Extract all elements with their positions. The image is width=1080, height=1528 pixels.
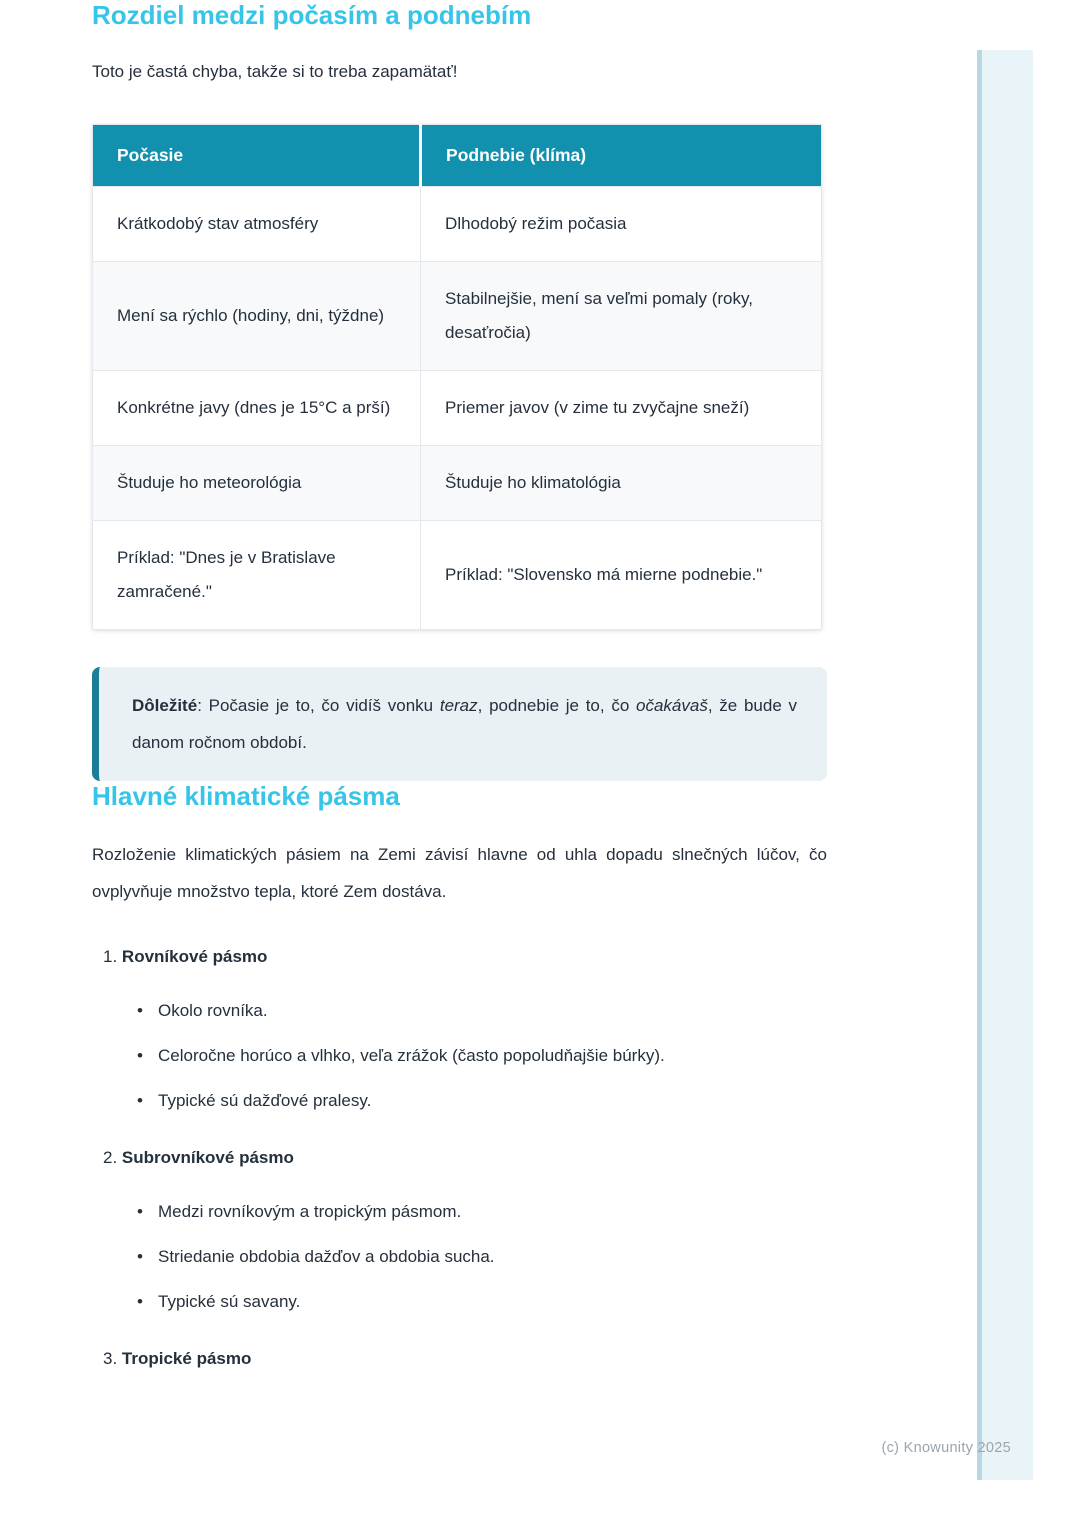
bullet-dot-icon: • — [137, 1247, 143, 1266]
climate-zone-bullet — [137, 1198, 827, 1225]
climate-zone-name: Rovníkové pásmo — [121, 947, 268, 966]
climate-zone-bullet — [137, 1288, 827, 1315]
climate-zone-bullet — [137, 1243, 827, 1270]
table-header-row — [93, 125, 822, 187]
table-cell: Dlhodobý režim počasia — [421, 187, 822, 262]
note-text-segment: teraz — [439, 696, 478, 715]
page-content — [92, 0, 827, 1372]
note-text-segment: Dôležité — [132, 696, 198, 715]
bullet-dot-icon: • — [137, 1001, 143, 1020]
table-cell: Príklad: "Dnes je v Bratislave zamračené." — [93, 521, 421, 630]
climate-zone-heading — [103, 1346, 827, 1372]
climate-zone-bullet-list — [92, 1198, 827, 1315]
table-cell: Krátkodobý stav atmosféry — [93, 187, 421, 262]
climate-zone-bullet-list — [92, 997, 827, 1114]
table-cell: Konkrétne javy (dnes je 15°C a prší) — [93, 371, 421, 446]
table-cell: Mení sa rýchlo (hodiny, dni, týždne) — [93, 262, 421, 371]
bullet-text: Celoročne horúco a vlhko, veľa zrážok (často popoludňajšie búrky). — [158, 1046, 665, 1065]
table-header-climate: Podnebie (klíma) — [421, 125, 822, 187]
table-row — [93, 446, 822, 521]
weather-climate-comparison-table — [92, 124, 822, 630]
table-row — [93, 187, 822, 262]
climate-zone-name: Subrovníkové pásmo — [121, 1148, 294, 1167]
table-row — [93, 262, 822, 371]
note-text-segment: : Počasie je to, čo vidíš vonku — [197, 696, 440, 715]
climate-zone-number: 3. — [103, 1349, 118, 1368]
table-cell: Príklad: "Slovensko má mierne podnebie." — [421, 521, 822, 630]
table-cell: Študuje ho klimatológia — [421, 446, 822, 521]
bullet-text: Medzi rovníkovým a tropickým pásmom. — [158, 1202, 462, 1221]
climate-zone-heading — [103, 944, 827, 970]
note-text-segment: , že bude v danom ročnom období. — [132, 696, 797, 752]
climate-zone-number: 2. — [103, 1148, 118, 1167]
table-body — [93, 187, 822, 630]
climate-zone-bullet — [137, 997, 827, 1024]
climate-zones-intro-text: Rozloženie klimatických pásiem na Zemi závisí hlavne od uhla dopadu slnečných lúčov, čo ovplyvňuje množstvo tepla, ktoré Zem dostáva. — [92, 845, 827, 901]
climate-zone-name: Tropické pásmo — [121, 1349, 252, 1368]
table-header-weather: Počasie — [93, 125, 421, 187]
bullet-text: Striedanie obdobia dažďov a obdobia sucha. — [158, 1247, 495, 1266]
climate-zone-number: 1. — [103, 947, 118, 966]
section-title-weather-vs-climate: Rozdiel medzi počasím a podnebím — [92, 0, 532, 30]
weather-intro-text: Toto je častá chyba, takže si to treba zapamätať! — [92, 62, 458, 81]
bullet-text: Typické sú savany. — [158, 1292, 301, 1311]
note-text-segment: , podnebie je to, čo — [477, 696, 637, 715]
table-cell: Priemer javov (v zime tu zvyčajne sneží) — [421, 371, 822, 446]
important-note-text — [132, 696, 797, 752]
footer-copyright: (c) Knowunity 2025 — [881, 1440, 1011, 1456]
note-text-segment: očakávaš — [636, 696, 708, 715]
right-decorative-stripe — [977, 50, 1033, 1480]
bullet-dot-icon: • — [137, 1046, 143, 1065]
bullet-dot-icon: • — [137, 1202, 143, 1221]
important-note-callout — [92, 667, 827, 781]
climate-zone-heading — [103, 1145, 827, 1171]
table-row — [93, 521, 822, 630]
table-row — [93, 371, 822, 446]
climate-zones-list — [92, 944, 827, 1372]
bullet-text: Okolo rovníka. — [158, 1001, 268, 1020]
climate-zone-bullet — [137, 1042, 827, 1069]
bullet-dot-icon: • — [137, 1091, 143, 1110]
section-title-climate-zones: Hlavné klimatické pásma — [92, 781, 400, 811]
climate-zone-bullet — [137, 1087, 827, 1114]
table-cell: Stabilnejšie, mení sa veľmi pomaly (roky, desaťročia) — [421, 262, 822, 371]
climate-zone-item — [92, 1145, 827, 1315]
bullet-text: Typické sú dažďové pralesy. — [158, 1091, 372, 1110]
table-cell: Študuje ho meteorológia — [93, 446, 421, 521]
bullet-dot-icon: • — [137, 1292, 143, 1311]
climate-zone-item — [92, 944, 827, 1114]
climate-zone-item — [92, 1346, 827, 1372]
